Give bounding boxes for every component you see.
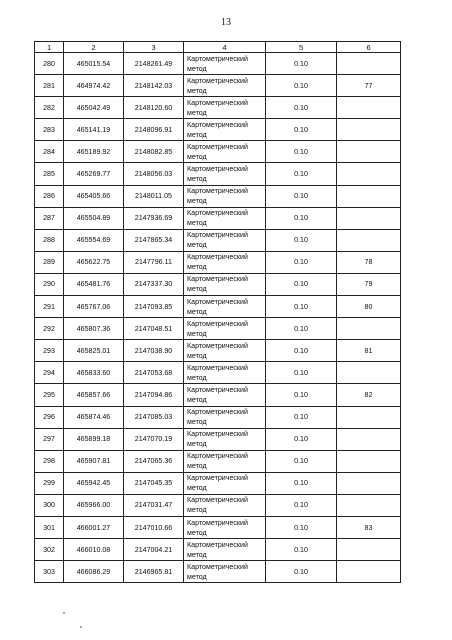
- table-row: [35, 450, 401, 472]
- method-cell: Картометрический метод: [184, 75, 266, 97]
- accuracy-cell: 0.10: [266, 450, 337, 472]
- point-number-cell: 281: [35, 75, 64, 97]
- y-coordinate-cell: 2147038.90: [124, 340, 184, 362]
- point-number-cell: 283: [35, 119, 64, 141]
- table-row: [35, 229, 401, 251]
- y-coordinate-cell: 2147796.11: [124, 251, 184, 273]
- note-cell: 77: [337, 75, 401, 97]
- table-row: [35, 362, 401, 384]
- accuracy-cell: 0.10: [266, 163, 337, 185]
- point-number-cell: 296: [35, 406, 64, 428]
- table-row: [35, 340, 401, 362]
- y-coordinate-cell: 2148011.05: [124, 185, 184, 207]
- note-cell: [337, 207, 401, 229]
- x-coordinate-cell: 465966.00: [64, 494, 124, 516]
- note-cell: 83: [337, 516, 401, 538]
- method-cell: Картометрический метод: [184, 384, 266, 406]
- note-cell: [337, 406, 401, 428]
- note-cell: 80: [337, 296, 401, 318]
- y-coordinate-cell: 2147048.51: [124, 318, 184, 340]
- note-cell: 78: [337, 251, 401, 273]
- accuracy-cell: 0.10: [266, 561, 337, 583]
- accuracy-cell: 0.10: [266, 185, 337, 207]
- table-row: [35, 296, 401, 318]
- point-number-cell: 295: [35, 384, 64, 406]
- accuracy-cell: 0.10: [266, 229, 337, 251]
- note-cell: [337, 185, 401, 207]
- note-cell: [337, 318, 401, 340]
- accuracy-cell: 0.10: [266, 318, 337, 340]
- table-row: [35, 97, 401, 119]
- point-number-cell: 303: [35, 561, 64, 583]
- header-cell: 4: [184, 42, 266, 53]
- method-cell: Картометрический метод: [184, 229, 266, 251]
- method-cell: Картометрический метод: [184, 406, 266, 428]
- point-number-cell: 298: [35, 450, 64, 472]
- accuracy-cell: 0.10: [266, 494, 337, 516]
- table-row: [35, 494, 401, 516]
- y-coordinate-cell: 2147094.86: [124, 384, 184, 406]
- accuracy-cell: 0.10: [266, 428, 337, 450]
- y-coordinate-cell: 2147004.21: [124, 539, 184, 561]
- method-cell: Картометрический метод: [184, 450, 266, 472]
- note-cell: [337, 539, 401, 561]
- point-number-cell: 297: [35, 428, 64, 450]
- point-number-cell: 280: [35, 53, 64, 75]
- note-cell: [337, 119, 401, 141]
- method-cell: Картометрический метод: [184, 494, 266, 516]
- x-coordinate-cell: 465042.49: [64, 97, 124, 119]
- note-cell: [337, 53, 401, 75]
- y-coordinate-cell: 2147031.47: [124, 494, 184, 516]
- note-cell: [337, 229, 401, 251]
- x-coordinate-cell: 465141.19: [64, 119, 124, 141]
- table-row: [35, 318, 401, 340]
- y-coordinate-cell: 2147337.30: [124, 273, 184, 295]
- table-body: [35, 42, 401, 583]
- note-cell: [337, 561, 401, 583]
- method-cell: Картометрический метод: [184, 53, 266, 75]
- accuracy-cell: 0.10: [266, 472, 337, 494]
- point-number-cell: 282: [35, 97, 64, 119]
- y-coordinate-cell: 2148056.03: [124, 163, 184, 185]
- x-coordinate-cell: 465269.77: [64, 163, 124, 185]
- x-coordinate-cell: 465874.46: [64, 406, 124, 428]
- table-row: [35, 406, 401, 428]
- page-number: 13: [221, 17, 231, 28]
- point-number-cell: 286: [35, 185, 64, 207]
- y-coordinate-cell: 2147045.35: [124, 472, 184, 494]
- point-number-cell: 292: [35, 318, 64, 340]
- y-coordinate-cell: 2148096.91: [124, 119, 184, 141]
- x-coordinate-cell: 465481.76: [64, 273, 124, 295]
- x-coordinate-cell: 465189.92: [64, 141, 124, 163]
- method-cell: Картометрический метод: [184, 362, 266, 384]
- note-cell: [337, 362, 401, 384]
- y-coordinate-cell: 2147865.34: [124, 229, 184, 251]
- scan-speck: [80, 626, 82, 628]
- method-cell: Картометрический метод: [184, 185, 266, 207]
- method-cell: Картометрический метод: [184, 516, 266, 538]
- y-coordinate-cell: 2147070.19: [124, 428, 184, 450]
- point-number-cell: 300: [35, 494, 64, 516]
- accuracy-cell: 0.10: [266, 251, 337, 273]
- note-cell: [337, 472, 401, 494]
- table-row: [35, 53, 401, 75]
- x-coordinate-cell: 465907.81: [64, 450, 124, 472]
- accuracy-cell: 0.10: [266, 539, 337, 561]
- accuracy-cell: 0.10: [266, 340, 337, 362]
- accuracy-cell: 0.10: [266, 516, 337, 538]
- header-cell: 1: [35, 42, 64, 53]
- point-number-cell: 290: [35, 273, 64, 295]
- method-cell: Картометрический метод: [184, 561, 266, 583]
- point-number-cell: 287: [35, 207, 64, 229]
- y-coordinate-cell: 2147053.68: [124, 362, 184, 384]
- header-cell: 3: [124, 42, 184, 53]
- coordinates-table: [34, 41, 401, 583]
- y-coordinate-cell: 2147085.03: [124, 406, 184, 428]
- method-cell: Картометрический метод: [184, 163, 266, 185]
- x-coordinate-cell: 465015.54: [64, 53, 124, 75]
- table-row: [35, 119, 401, 141]
- accuracy-cell: 0.10: [266, 119, 337, 141]
- header-cell: 5: [266, 42, 337, 53]
- note-cell: [337, 97, 401, 119]
- point-number-cell: 299: [35, 472, 64, 494]
- point-number-cell: 284: [35, 141, 64, 163]
- note-cell: 82: [337, 384, 401, 406]
- method-cell: Картометрический метод: [184, 207, 266, 229]
- point-number-cell: 301: [35, 516, 64, 538]
- method-cell: Картометрический метод: [184, 119, 266, 141]
- x-coordinate-cell: 465767.06: [64, 296, 124, 318]
- x-coordinate-cell: 466086.29: [64, 561, 124, 583]
- x-coordinate-cell: 466010.08: [64, 539, 124, 561]
- method-cell: Картометрический метод: [184, 273, 266, 295]
- point-number-cell: 289: [35, 251, 64, 273]
- point-number-cell: 293: [35, 340, 64, 362]
- method-cell: Картометрический метод: [184, 472, 266, 494]
- point-number-cell: 291: [35, 296, 64, 318]
- x-coordinate-cell: 465622.75: [64, 251, 124, 273]
- x-coordinate-cell: 465504.89: [64, 207, 124, 229]
- y-coordinate-cell: 2147010.66: [124, 516, 184, 538]
- y-coordinate-cell: 2147065.36: [124, 450, 184, 472]
- note-cell: [337, 450, 401, 472]
- y-coordinate-cell: 2147093.85: [124, 296, 184, 318]
- x-coordinate-cell: 465807.36: [64, 318, 124, 340]
- note-cell: 79: [337, 273, 401, 295]
- y-coordinate-cell: 2148120.60: [124, 97, 184, 119]
- x-coordinate-cell: 465554.69: [64, 229, 124, 251]
- method-cell: Картометрический метод: [184, 296, 266, 318]
- y-coordinate-cell: 2146965.81: [124, 561, 184, 583]
- method-cell: Картометрический метод: [184, 97, 266, 119]
- table-row: [35, 75, 401, 97]
- method-cell: Картометрический метод: [184, 141, 266, 163]
- header-cell: 6: [337, 42, 401, 53]
- table-row: [35, 251, 401, 273]
- table-row: [35, 185, 401, 207]
- x-coordinate-cell: 464974.42: [64, 75, 124, 97]
- method-cell: Картометрический метод: [184, 340, 266, 362]
- accuracy-cell: 0.10: [266, 406, 337, 428]
- method-cell: Картометрический метод: [184, 251, 266, 273]
- table-row: [35, 428, 401, 450]
- accuracy-cell: 0.10: [266, 273, 337, 295]
- x-coordinate-cell: 465825.01: [64, 340, 124, 362]
- y-coordinate-cell: 2148261.49: [124, 53, 184, 75]
- accuracy-cell: 0.10: [266, 296, 337, 318]
- point-number-cell: 302: [35, 539, 64, 561]
- table-row: [35, 273, 401, 295]
- point-number-cell: 288: [35, 229, 64, 251]
- x-coordinate-cell: 465405.66: [64, 185, 124, 207]
- y-coordinate-cell: 2148142.03: [124, 75, 184, 97]
- note-cell: [337, 494, 401, 516]
- method-cell: Картометрический метод: [184, 318, 266, 340]
- accuracy-cell: 0.10: [266, 384, 337, 406]
- note-cell: 81: [337, 340, 401, 362]
- accuracy-cell: 0.10: [266, 207, 337, 229]
- accuracy-cell: 0.10: [266, 53, 337, 75]
- method-cell: Картометрический метод: [184, 539, 266, 561]
- table-row: [35, 384, 401, 406]
- table-row: [35, 472, 401, 494]
- table-row: [35, 141, 401, 163]
- accuracy-cell: 0.10: [266, 362, 337, 384]
- x-coordinate-cell: 466001.27: [64, 516, 124, 538]
- point-number-cell: 294: [35, 362, 64, 384]
- accuracy-cell: 0.10: [266, 97, 337, 119]
- y-coordinate-cell: 2148082.85: [124, 141, 184, 163]
- table-row: [35, 163, 401, 185]
- header-cell: 2: [64, 42, 124, 53]
- table-row: [35, 207, 401, 229]
- table-row: [35, 539, 401, 561]
- note-cell: [337, 141, 401, 163]
- point-number-cell: 285: [35, 163, 64, 185]
- x-coordinate-cell: 465833.60: [64, 362, 124, 384]
- x-coordinate-cell: 465857.66: [64, 384, 124, 406]
- table-row: [35, 561, 401, 583]
- y-coordinate-cell: 2147936.69: [124, 207, 184, 229]
- scan-speck: [63, 612, 65, 614]
- accuracy-cell: 0.10: [266, 75, 337, 97]
- table-row: [35, 516, 401, 538]
- table-header-row: [35, 42, 401, 53]
- method-cell: Картометрический метод: [184, 428, 266, 450]
- note-cell: [337, 163, 401, 185]
- note-cell: [337, 428, 401, 450]
- x-coordinate-cell: 465899.18: [64, 428, 124, 450]
- accuracy-cell: 0.10: [266, 141, 337, 163]
- x-coordinate-cell: 465942.45: [64, 472, 124, 494]
